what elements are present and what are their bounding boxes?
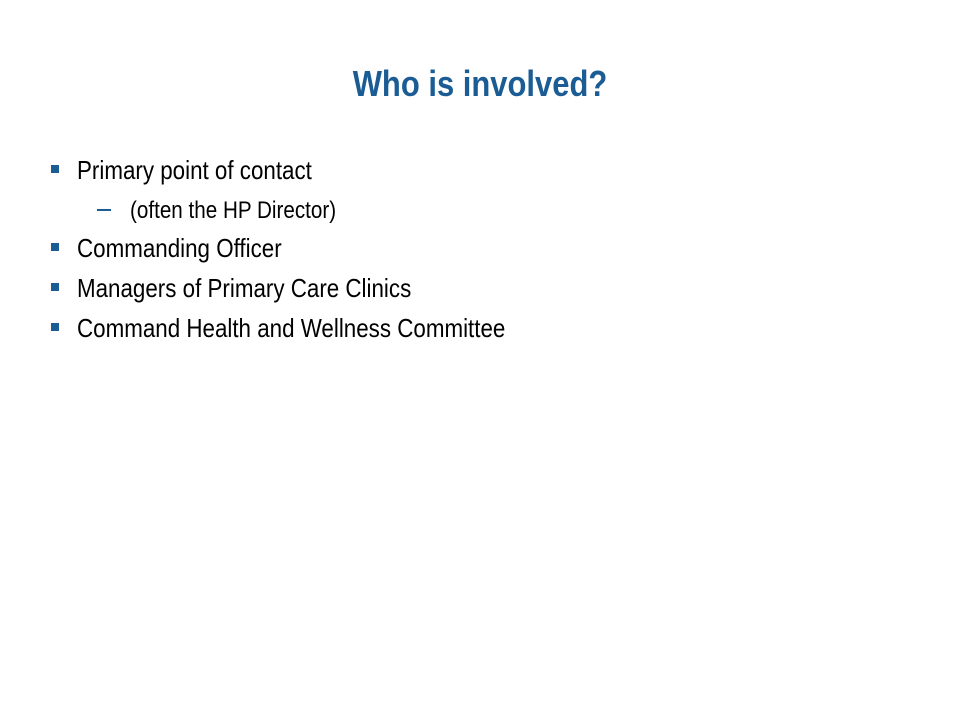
list-item bbox=[50, 308, 910, 348]
list-item bbox=[50, 150, 910, 190]
list-item-text: Command Health and Wellness Committee bbox=[77, 313, 506, 343]
list-item-text: Managers of Primary Care Clinics bbox=[77, 273, 412, 303]
dash-bullet-icon bbox=[97, 209, 111, 211]
slide-title: Who is involved? bbox=[352, 63, 608, 104]
list-item bbox=[50, 228, 910, 268]
bullet-list bbox=[50, 150, 910, 348]
square-bullet-icon bbox=[51, 165, 59, 173]
list-item-text: Primary point of contact bbox=[77, 155, 312, 185]
square-bullet-icon bbox=[51, 243, 59, 251]
list-item-sub bbox=[50, 190, 910, 228]
list-item-text: (often the HP Director) bbox=[130, 197, 337, 224]
list-item bbox=[50, 268, 910, 308]
square-bullet-icon bbox=[51, 283, 59, 291]
square-bullet-icon bbox=[51, 323, 59, 331]
list-item-text: Commanding Officer bbox=[77, 233, 282, 263]
